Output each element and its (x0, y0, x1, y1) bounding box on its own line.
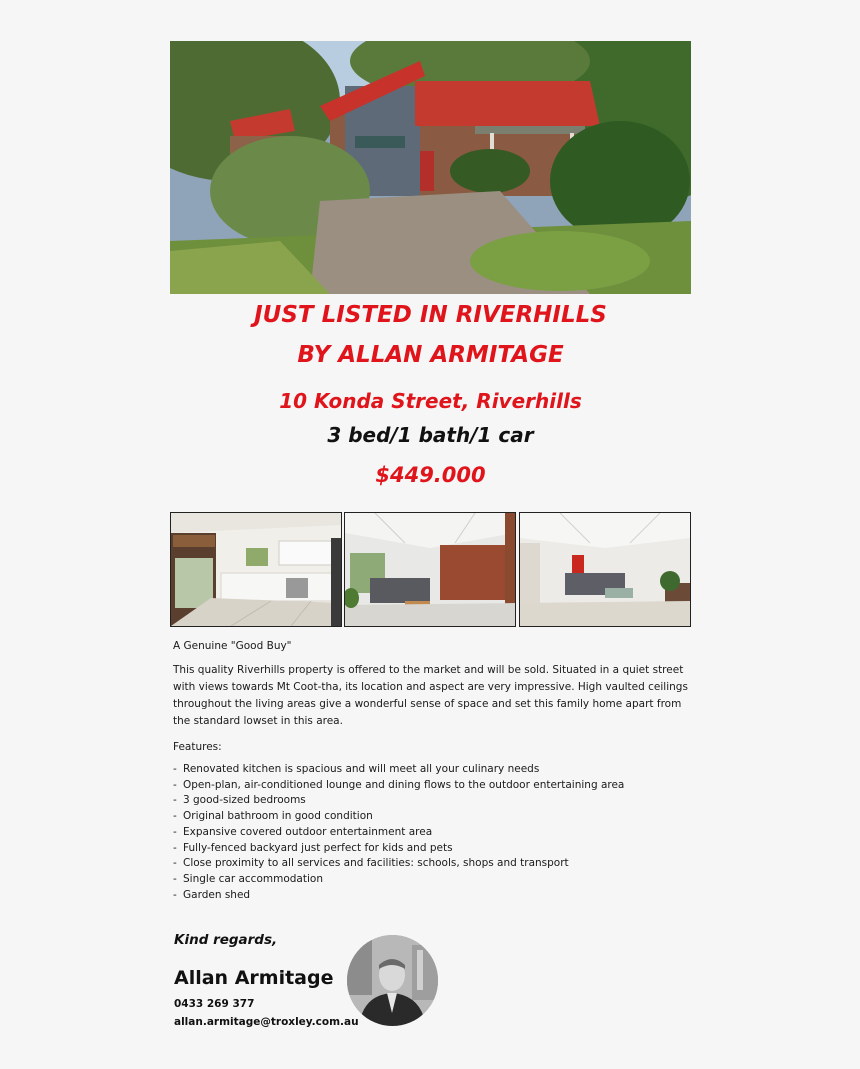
lounge-photo (344, 512, 516, 627)
agent-phone[interactable]: 0433 269 377 (174, 998, 255, 1010)
hero-house-photo (170, 41, 691, 294)
property-specs: 3 bed/1 bath/1 car (327, 423, 534, 447)
listing-description: This quality Riverhills property is offered to the market and will be sold. Situated in a quiet street with views towards Mt Coot-tha, its location and aspect are very impressive. High vaulted ceilings throughout the living areas give a wonderful sense of space and set this family home apart from the standard lowset in this area. (173, 664, 688, 727)
feature-item: - Fully-fenced backyard just perfect for kids and pets (173, 841, 453, 854)
feature-item: - Open-plan, air-conditioned lounge and dining flows to the outdoor entertaining area (173, 778, 625, 791)
listing-intro: A Genuine "Good Buy" (173, 640, 292, 652)
feature-item: - 3 good-sized bedrooms (173, 794, 306, 807)
headline-line2: BY ALLAN ARMITAGE (297, 342, 564, 368)
feature-item: - Close proximity to all services and facilities: schools, shops and transport (173, 857, 569, 870)
agent-email[interactable]: allan.armitage@troxley.com.au (174, 1016, 359, 1028)
feature-item: - Expansive covered outdoor entertainment area (173, 825, 433, 838)
agent-name: Allan Armitage (174, 967, 334, 989)
headline-line1: JUST LISTED IN RIVERHILLS (254, 302, 607, 328)
features-list (173, 762, 688, 903)
feature-item: - Garden shed (173, 888, 251, 901)
dining-photo (519, 512, 691, 627)
kitchen-photo (170, 512, 342, 627)
feature-item: - Single car accommodation (173, 872, 323, 885)
property-address: 10 Konda Street, Riverhills (279, 389, 582, 413)
sign-off: Kind regards, (174, 932, 278, 948)
property-price: $449.000 (375, 463, 486, 487)
agent-avatar (347, 935, 438, 1026)
feature-item: - Renovated kitchen is spacious and will meet all your culinary needs (173, 763, 540, 775)
features-title: Features: (173, 741, 222, 753)
feature-item: - Original bathroom in good condition (173, 810, 373, 823)
